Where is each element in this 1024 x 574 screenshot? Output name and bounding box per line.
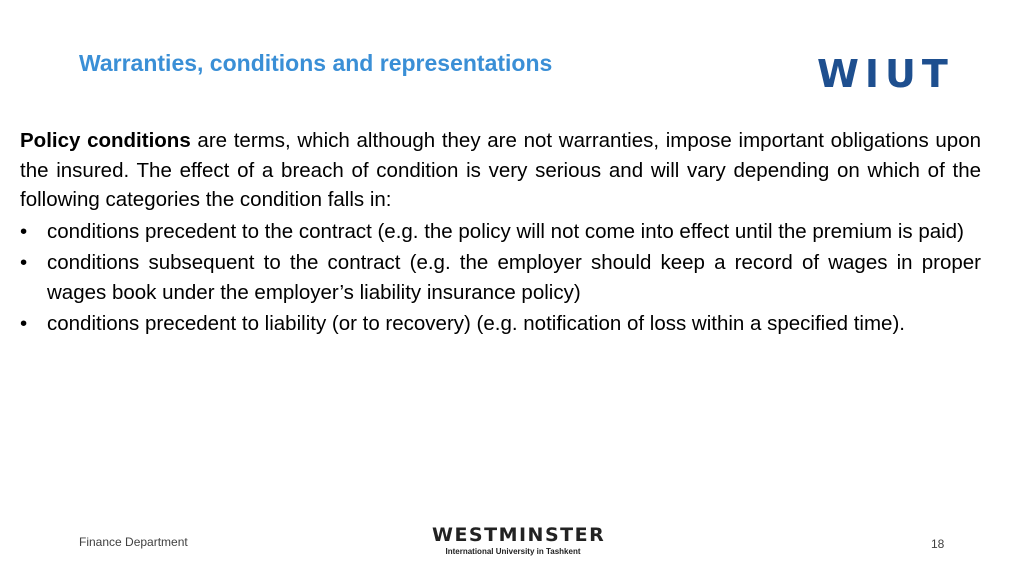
list-item-text: conditions precedent to the contract (e.g. the policy will not come into effect until the premium is paid)	[47, 219, 964, 243]
intro-bold-term: Policy conditions	[20, 129, 191, 152]
list-item-text: conditions precedent to liability (or to recovery) (e.g. notification of loss within a specified time).	[47, 312, 905, 335]
page-number: 18	[931, 537, 945, 551]
intro-paragraph	[20, 126, 981, 215]
footer-department: Finance Department	[79, 535, 188, 549]
westminster-logo	[432, 524, 606, 558]
bullet-marker: •	[20, 312, 28, 335]
list-item	[20, 217, 981, 247]
slide-body	[20, 126, 981, 341]
intro-text: are terms, which although they are not warranties, impose important obligations upon the insured. The effect of a breach of condition is very serious and will vary depending on which of the following categories the condition falls in:	[20, 129, 981, 211]
bullet-marker: •	[20, 251, 28, 274]
westminster-logo-sub: International University in Tashkent	[445, 547, 581, 556]
westminster-logo-main: WESTMINSTER	[432, 524, 606, 546]
list-item	[20, 248, 981, 307]
list-item	[20, 309, 981, 339]
slide-title: Warranties, conditions and representations	[79, 50, 553, 76]
conditions-list	[20, 217, 981, 339]
list-item-text: conditions subsequent to the contract (e.g. the employer should keep a record of wages in proper wages book under the employer’s liability insurance policy)	[47, 251, 981, 304]
wiut-logo: WIUT	[817, 52, 954, 96]
bullet-marker: •	[20, 219, 28, 243]
